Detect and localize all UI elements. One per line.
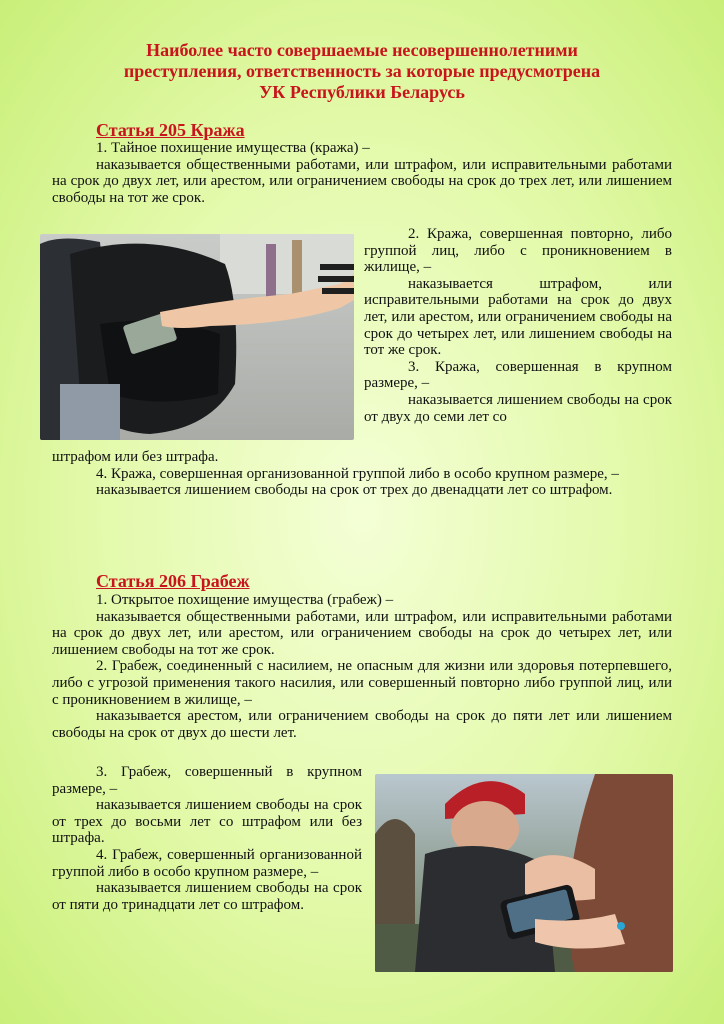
article-206-part-1-2 [52,592,672,741]
a205-p2-body: наказывается штрафом, или исправительными работами на срок до двух лет, или арестом, или ограничением свободы на срок до четырех лет, или лишением свободы на тот же срок. [364,275,672,359]
a206-p1-head: 1. Открытое похищение имущества (грабеж) – [96,592,394,608]
a205-p3-body-a: наказывается лишением свободы на срок от двух до семи лет со [364,391,672,425]
poster-title [40,40,684,103]
article-205-part-3-4 [52,449,672,499]
a205-p4-head: 4. Кража, совершенная организованной группой либо в особо крупном размере, – [96,465,619,482]
a206-p4-head: 4. Грабеж, совершенный организованной группой либо в особо крупном размере, – [52,846,362,880]
a205-p3-head: 3. Кража, совершенная в крупном размере, – [364,358,672,392]
a205-p4-body: наказывается лишением свободы на срок от трех до двенадцати лет со штрафом. [96,482,613,499]
a205-p1-body: наказывается общественными работами, или штрафом, или исправительными работами на срок до двух лет, или арестом, или ограничением свободы на срок до трех лет, или лишением свободы на тот же срок. [52,156,672,206]
a206-p2-body: наказывается арестом, или ограничением свободы на срок до пяти лет или лишением свободы на срок от двух до шести лет. [52,708,672,741]
a206-p3-body: наказывается лишением свободы на срок от трех до восьми лет со штрафом или без штрафа. [52,797,362,847]
article-206-part-3-4 [52,764,362,913]
a206-p1-body: наказывается общественными работами, или штрафом, или исправительными работами на срок до двух лет, или арестом, или ограничением свободы на срок до четырех лет, или лишением свободы на тот же срок. [52,608,672,658]
article-205-part-2-3 [364,226,672,425]
a205-p3-body-b: штрафом или без штрафа. [52,449,219,465]
a206-p3-head: 3. Грабеж, совершенный в крупном размере, – [52,764,362,797]
article-205-part-1 [52,140,672,206]
a205-p1-head: 1. Тайное похищение имущества (кража) – [96,140,370,156]
a206-p2-head: 2. Грабеж, соединенный с насилием, не опасным для жизни или здоровья потерпевшего, либо с угрозой применения такого насилия, или совершенный повторно либо группой лиц, или с проникновением в жилище, – [52,658,672,708]
title-line-2: преступления, ответственность за которые предусмотрена [123,61,601,81]
a205-p2-head: 2. Кража, совершенная повторно, либо группой лиц, либо с проникновением в жилище, – [364,226,672,276]
article-206-heading: Статья 206 Грабеж [96,571,250,591]
title-line-3: УК Республики Беларусь [259,82,465,102]
title-line-1: Наиболее часто совершаемые несовершеннолетними [146,40,578,60]
a206-p4-body: наказывается лишением свободы на срок от пяти до тринадцати лет со штрафом. [52,880,362,913]
backpack-pickpocket-photo [40,234,354,440]
article-205-heading: Статья 205 Кража [96,120,245,140]
phone-snatch-photo [375,774,673,972]
